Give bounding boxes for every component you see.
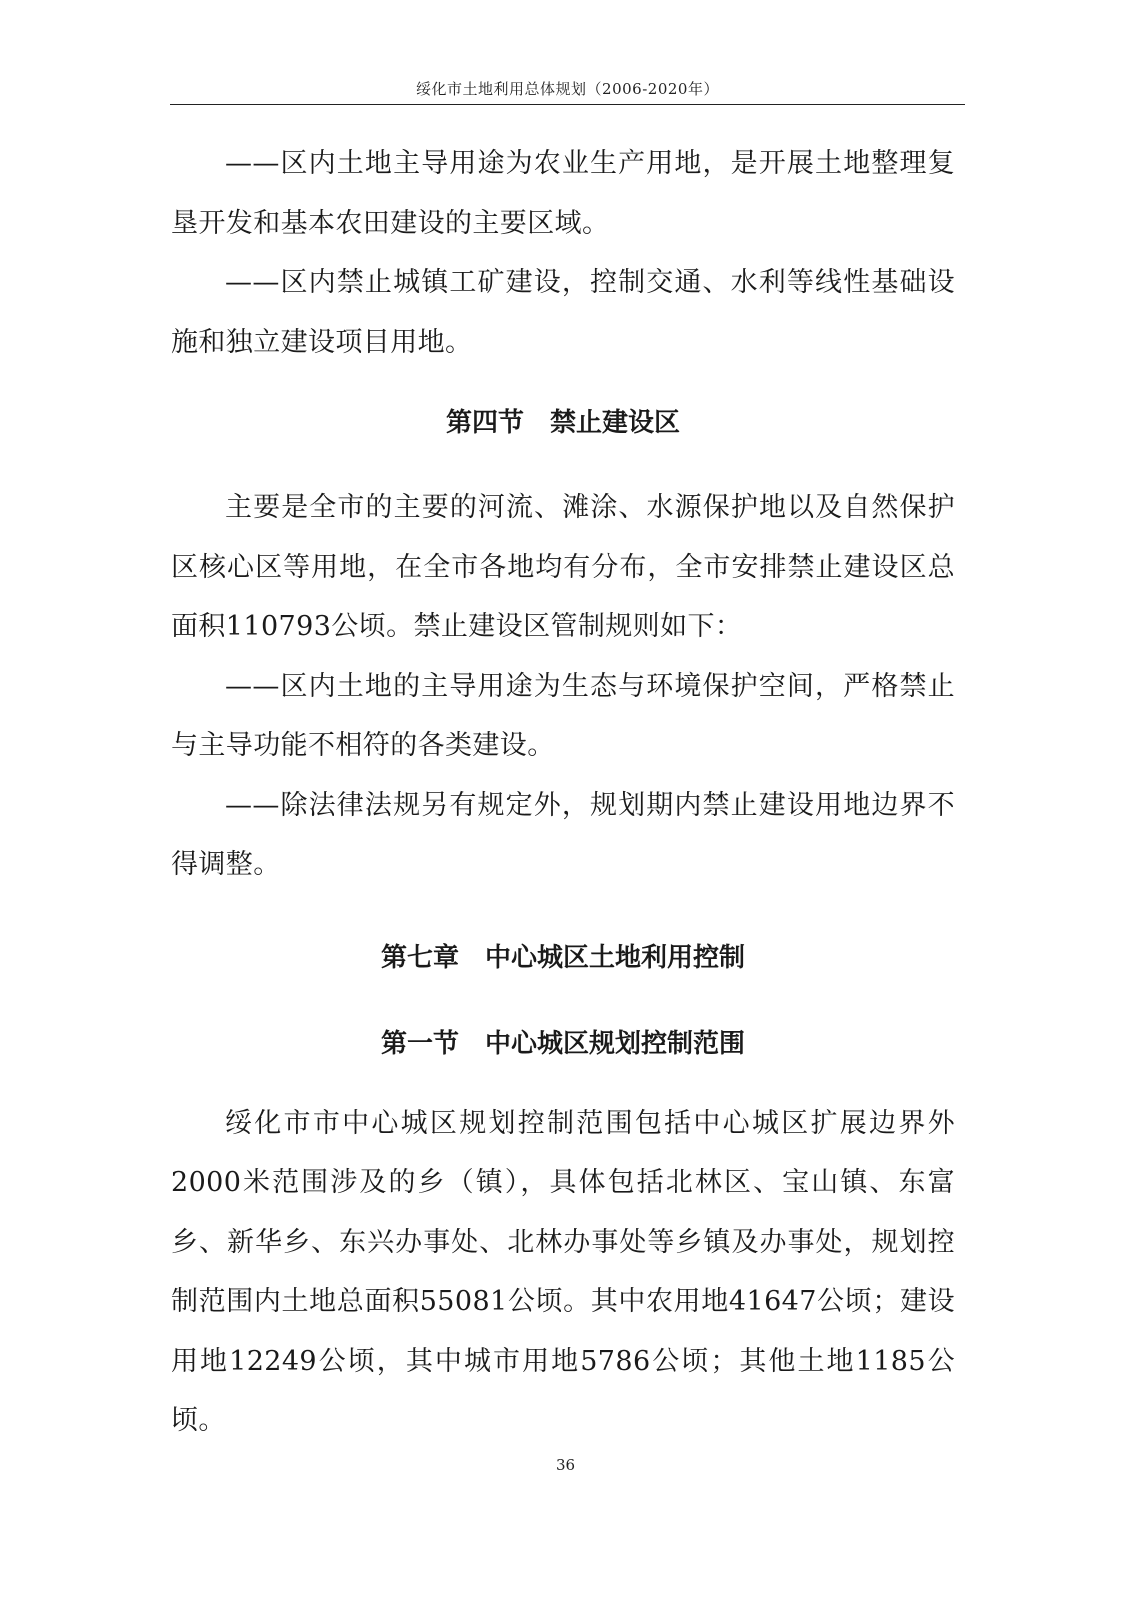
paragraph-no-industrial: ——区内禁止城镇工矿建设，控制交通、水利等线性基础设施和独立建设项目用地。	[171, 267, 955, 358]
chapter-heading: 第七章 中心城区土地利用控制	[380, 942, 745, 973]
paragraph-agri-use: ——区内土地主导用途为农业生产用地，是开展土地整理复垦开发和基本农田建设的主要区域。	[171, 148, 955, 239]
page-body	[171, 134, 955, 1451]
paragraph-control-range: 绥化市市中心城区规划控制范围包括中心城区扩展边界外2000米范围涉及的乡（镇），具体包括北林区、宝山镇、东富乡、新华乡、东兴办事处、北林办事处等乡镇及办事处，规划控制范围内土地总面积55081公顷。其中农用地41647公顷；建设用地12249公顷，其中城市用地5786公顷；其他土地1185公顷。	[171, 1107, 955, 1436]
header-divider	[170, 104, 965, 105]
page-number: 36	[555, 1456, 576, 1474]
section-heading-control-range: 第一节 中心城区规划控制范围	[380, 1028, 745, 1059]
section-heading-prohibited-zone: 第四节 禁止建设区	[445, 408, 680, 438]
paragraph-boundary-rule: ——除法律法规另有规定外，规划期内禁止建设用地边界不得调整。	[171, 789, 955, 880]
paragraph-eco-protection: ——区内土地的主导用途为生态与环境保护空间，严格禁止与主导功能不相符的各类建设。	[171, 670, 955, 761]
running-header: 绥化市土地利用总体规划（2006-2020年）	[416, 80, 719, 98]
paragraph-prohibited-area: 主要是全市的主要的河流、滩涂、水源保护地以及自然保护区核心区等用地，在全市各地均有分布，全市安排禁止建设区总面积110793公顷。禁止建设区管制规则如下：	[171, 492, 955, 642]
